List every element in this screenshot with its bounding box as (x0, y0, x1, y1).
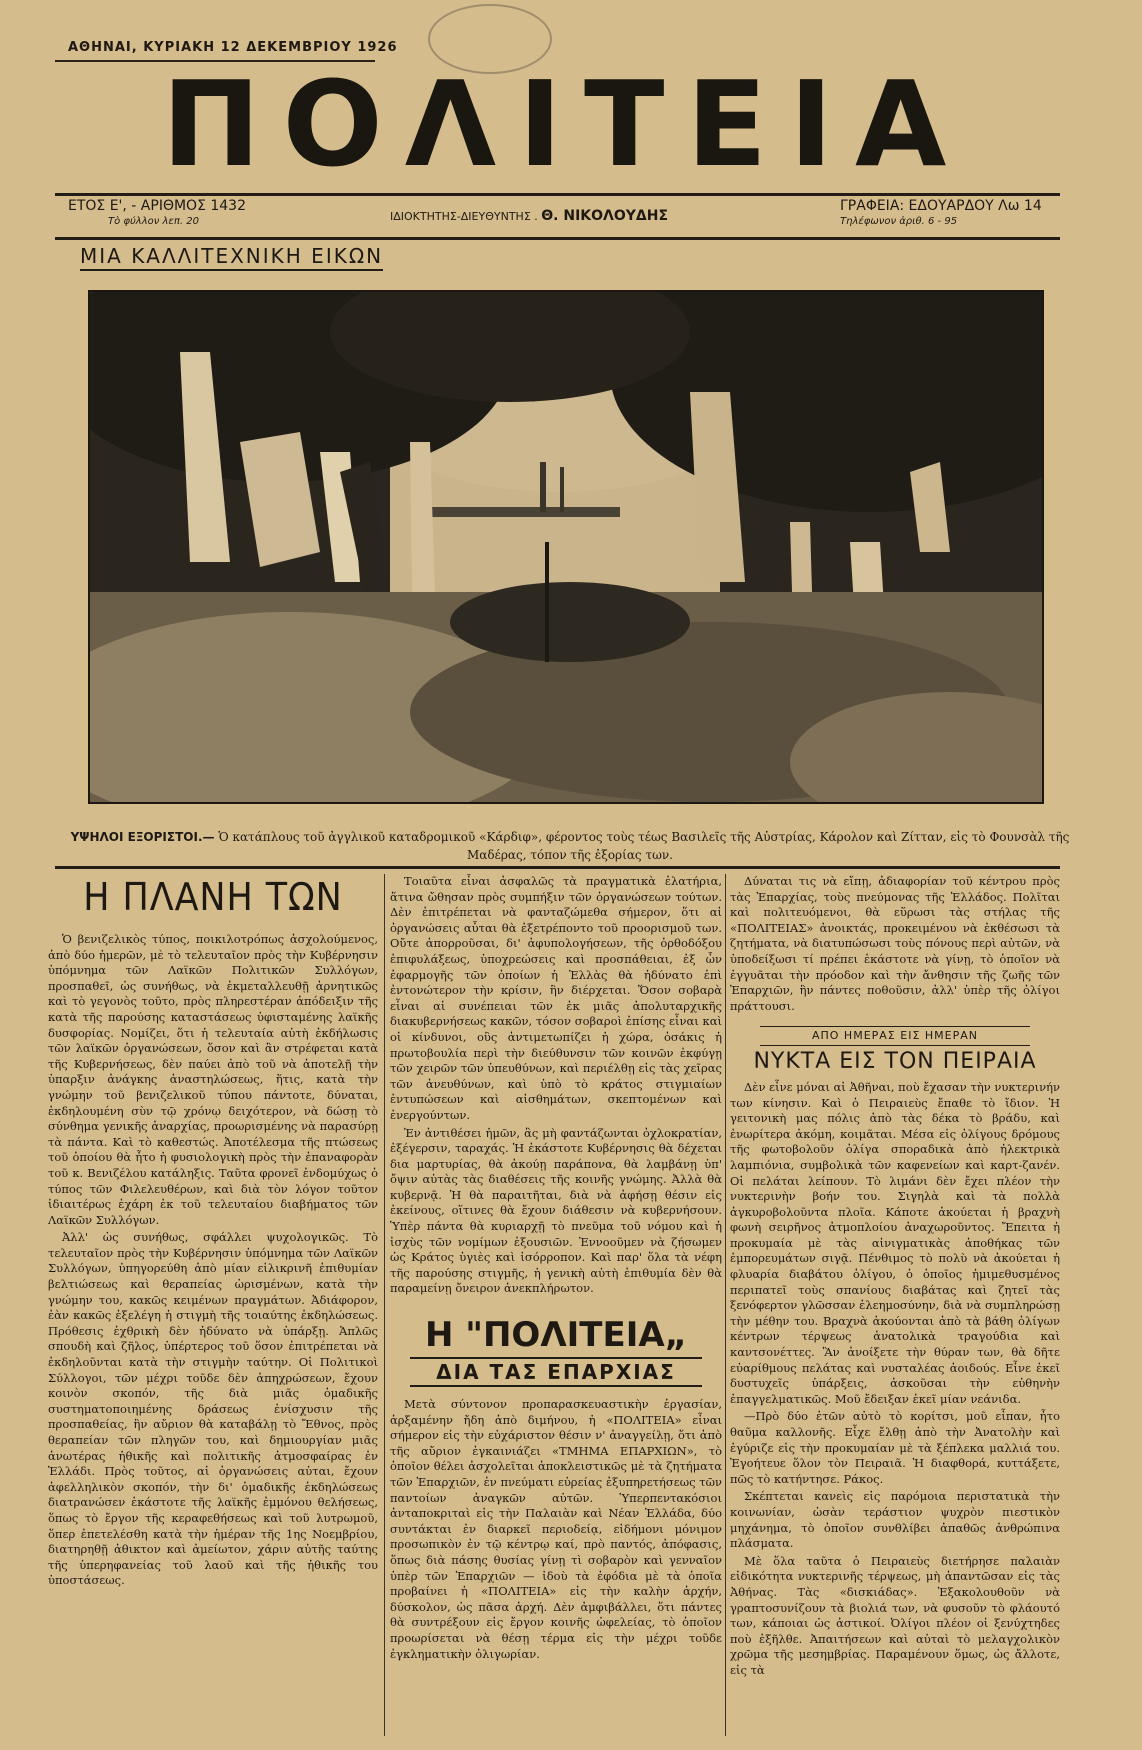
article-title: Η ΠΛΑΝΗ ΤΩΝ (83, 875, 343, 919)
owner-info (390, 208, 668, 224)
story-paragraph: —Πρὸ δύο ἐτῶν αὐτὸ τὸ κορίτσι, μοῦ εἶπαν, ἦτο θαῦμα καλλονῆς. Εἶχε ἔλθῃ ἀπὸ τὴν Ἀνατολὴν καὶ ἐγύριζε εἰς τὴν προκυμαίαν μὲ τὰ ξέπλεκα μαλλιά του. Ἐγοήτευε ὅλον τὸν Πειραιᾶ. Ἡ διαφθορά, κυττάξετε, πῶς τὸ κατήντησε. Ράκος. (730, 1409, 1060, 1486)
column-3 (730, 874, 1060, 1736)
columns-top-rule (55, 866, 1060, 869)
price: Τὸ φύλλον λεπ. 20 (108, 216, 199, 227)
announcement-title: Η "ΠΟΛΙΤΕΙΑ„ (424, 1315, 688, 1356)
column-kicker: ΑΠΟ ΗΜΕΡΑΣ ΕΙΣ ΗΜΕΡΑΝ (760, 1026, 1030, 1046)
caption-text: Ὁ κατάπλους τοῦ ἀγγλικοῦ καταδρομικοῦ «Κάρδιφ», φέροντος τοὺς τέως Βασιλεῖς τῆς Αὐστρίας, Κάρολον καὶ Ζίτταν, εἰς τὸ Φουνσὰλ τῆς Μαδέρας, τόπον τῆς ἐξορίας των. (218, 830, 1070, 862)
column-1 (48, 874, 378, 1736)
article-paragraph: Δύναται τις νὰ εἴπῃ, ἀδιαφορίαν τοῦ κέντρου πρὸς τὰς Ἐπαρχίας, τοὺς πνεύμονας τῆς Ἑλλάδος. Πολῖται καὶ πολιτευόμενοι, θὰ εὕρωσι τὰς στήλας τῆς «ΠΟΛΙΤΕΙΑΣ» ἀνοικτάς, προκειμένου νὰ ἐκθέσωσι τὰ ζητήματα, νὰ διατυπώσωσι τοὺς πόνους περὶ αὐτῶν, νὰ ὑποδείξωσι τί πρέπει ἑκάστοτε νὰ γίνῃ, τὸ ὁποῖον νὰ ἐγγυᾶται τὴν πρόοδον καὶ τὴν ἄνθησιν τῆς ζωῆς τῶν Ἐπαρχιῶν, ἣν πάντες ποθοῦσιν, ἀλλ' ὑπὲρ τῆς ὀλίγοι πράττουσι. (730, 874, 1060, 1013)
article-paragraph: Ἐν ἀντιθέσει ἡμῶν, ἂς μὴ φαντάζωνται ὀχλοκρατίαν, ἐξέγερσιν, ταραχάς. Ἡ ἑκάστοτε Κυβέρνησις θὰ δέχεται δια μαρτυρίας, θὰ ἀκούῃ παράπονα, θὰ λαμβάνῃ ὑπ' ὄψιν αὐτὰς τὰς διαθέσεις τῆς κοινῆς γνώμης. Ἀλλὰ θὰ κυβερνᾷ. Ἡ θὰ παραιτῆται, διὰ νὰ ἀφήσῃ θέσιν εἰς ἐκείνους, οἵτινες θὰ ἔχουν διάθεσιν νὰ κυβερνήσουν. Ὑπὲρ πάντα θὰ κυριαρχῇ τὸ πνεῦμα τοῦ νόμου καὶ ἡ ἰσχὺς τῶν νομίμων ἐξουσιῶν. Ἐννοοῦμεν νὰ ζήσωμεν ὡς Κράτος ὑγιὲς καὶ ἰσόρροπον. Καὶ παρ' ὅλα τὰ νέφη τῆς παρούσης στιγμῆς, ἡ γενικὴ αὐτὴ ἐπιθυμία δὲν θὰ παραμείνῃ ὄνειρον ἀνεκπλήρωτον. (390, 1125, 722, 1296)
info-rule-bottom (55, 237, 1060, 240)
office-info (840, 198, 1042, 227)
office-address: ΓΡΑΦΕΙΑ: ΕΔΟΥΑΡΔΟΥ Λω 14 (840, 198, 1042, 214)
year-issue: ΕΤΟΣ Ε', - ΑΡΙΘΜΟΣ 1432 (68, 198, 247, 214)
story-paragraph: Δὲν εἶνε μόναι αἱ Ἀθῆναι, ποὺ ἔχασαν τὴν νυκτερινήν των κίνησιν. Καὶ ὁ Πειραιεὺς ἔπαθε τὸ ἴδιον. Ἡ γειτονικὴ μας πόλις ἀπὸ τὰς δέκα τὸ βράδυ, καὶ ἐνωρίτερα ἀκόμη, κοιμᾶται. Μέσα εἰς ὀλίγους δρόμους τῆς φωτοβολοῦν ὀλίγα σποραδικὰ ἀπὸ ἠλεκτρικὰ λαμπιόνια, συμβολικὰ τῶν καφενείων καὶ καρτ-ζανέν. Οἱ πελάται λείπουν. Τὸ λιμάνι δὲν ἔχει πλέον τὴν νυκτερινὴν βοήν του. Σιγηλὰ καὶ τὰ πολλὰ ἀγκυροβολοῦντα πλοῖα. Κάποτε ἀκούεται ἡ βραχνὴ φωνὴ σειρῆνος ἀτμοπλοίου ἀναχωροῦντος. Ἔπειτα ἡ προκυμαία μὲ τὰς αἰνιγματικὰς ἀποθήκας τῶν ἐμπορευμάτων σιγᾷ. Πένθιμος τὸ πολὺ νὰ ἀκούεται ἡ φλυαρία διαβάτου ὁλίγου, ὁ ὁποῖος ἡμιμεθυσμένος περιπατεῖ τοὺς σπανίους διαβάτας καὶ ζητεῖ τὰς ξενόφερτον γλῶσσαν ἐλεημοσύνην, διὰ νὰ συμπληρώσῃ τὴν μέθην του. Βραχνὰ ἀκούονται ἀπὸ τὰ βάθη ὀλίγων κέντρων τέρψεως ἀνατολικὰ τραγούδια καὶ καντσονέττες. Ἂν ἀνοίξετε τὴν θύραν των, θὰ δῆτε εὐαρίθμους πελάτας καὶ νυσταλέας ἀοιδούς. Εἶνε ἐκεῖ δυστυχεῖς ὑπάρξεις, ἀσκοῦσαι τὴν εὐθηνὴν ἐπαγγελματικῶς. Μοῦ ἔδειξαν ἐκεῖ μίαν νεάνιδα. (730, 1079, 1060, 1406)
masthead-title: ΠΟΛΙΤΕΙΑ (161, 55, 969, 193)
announcement-paragraph: Μετὰ σύντονον προπαρασκευαστικὴν ἐργασίαν, ἀρξαμένην ἤδη ἀπὸ διμήνου, ἡ «ΠΟΛΙΤΕΙΑ» εἶναι σήμερον εἰς τὴν εὐχάριστον θέσιν ν' ἀναγγείλῃ, ὅτι ἀπὸ τῆς αὔριον ἐγκαινιάζει «ΤΜΗΜΑ ΕΠΑΡΧΙΩΝ», τὸ ὁποῖον θέλει ἀσχολεῖται ἀποκλειστικῶς μὲ τὰ ζητήματα τῶν Ἐπαρχιῶν, ἐν πνεύματι εὐρείας ἐξυπηρετήσεως τῶν παντοίων ἀναγκῶν αὐτῶν. Ὑπερπεντακόσιοι ἀνταποκριταὶ εἰς τὴν Παλαιὰν καὶ Νέαν Ἑλλάδα, δύο συντάκται ἐν διαρκεῖ περιοδείᾳ, εἰδήμονι μόνιμον προσωπικὸν ἐν τῷ κέντρῳ καί, πρὸ παντός, ἀπόφασις, ὅπως διὰ πάσης θυσίας γίνῃ τὶ σοβαρὸν καὶ γενναῖον ὑπὲρ τῶν Ἐπαρχιῶν — ἰδοὺ τὰ ἐφόδια μὲ τὰ ὁποῖα προβαίνει ἡ «ΠΟΛΙΤΕΙΑ» εἰς τὴν καλὴν ἀρχήν, δύσκολον, ὡς πᾶσα ἀρχή. Δὲν ἀμφιβάλλει, ὅτι πάντες θὰ συντρέξουν εἰς ἔργον κοινῆς ὠφελείας, τὸ ὁποῖον προωρίσεται νὰ θέσῃ τέρμα εἰς τὴν μέχρι τοῦδε ἐγκληματικὴν ὀλιγωρίαν. (390, 1397, 722, 1661)
issue-info (68, 198, 246, 227)
photo-section-title: ΜΙΑ ΚΑΛΛΙΤΕΧΝΙΚΗ ΕΙΚΩΝ (80, 244, 383, 271)
column-divider (725, 874, 726, 1736)
photo-illustration (90, 292, 1042, 802)
story-paragraph: Σκέπτεται κανεὶς εἰς παρόμοια περιστατικὰ τὴν κοινωνίαν, ὡσὰν τεράστιον ψυχρὸν πιεστικὸν μηχάνημα, τὸ ὁποῖον συνθλίβει ἀπαθῶς ἀνθρώπινα πλάσματα. (730, 1489, 1060, 1551)
caption-lead: ΥΨΗΛΟΙ ΕΞΟΡΙΣΤΟΙ.— (70, 830, 215, 844)
article-paragraph: Ἀλλ' ὡς συνήθως, σφάλλει ψυχολογικῶς. Τὸ τελευταῖον πρὸς τὴν Κυβέρνησιν ὑπόμνημα τῶν Λαϊκῶν Συλλόγων, ὑπηγορεύθη ἀπὸ μίαν εἰλικρινῆ ἐπιθυμίαν βελτιώσεως καὶ θεραπείας ὡρισμένων, κατὰ τὴν γνώμην του, κακῶς κειμένων πραγμάτων. Ἀδιάφορον, ἐὰν κακῶς ἐξελέγη ἡ στιγμὴ τῆς τοιαύτης ἐκδηλώσεως. Πρόθεσις ἐχθρικὴ δὲν ἠδύνατο νὰ ὑπάρξῃ. Ἁπλῶς σπουδὴ καὶ ζῆλος, ὑπέρτερος τοῦ ὅσον ἐπιτρέπεται νὰ ἐκδηλοῦνται κατὰ τὴν στιγμὴν ταύτην. Οἱ Πολιτικοὶ Σύλλογοι, τῶν μέχρι τοῦδε δὲν ἀπηχρώσεων, ἔχουν κοινὸν σκοπόν, τῆς διὰ μιᾶς ὁμαδικῆς συστηματοποιημένης δράσεως ἐνίσχυσιν τῆς προσπαθείας, ἣν αὔριον θὰ καταβάλῃ τὸ Ἔθνος, πρὸς θεραπείαν τῶν πληγῶν του, καὶ δημιουργίαν μιᾶς ἀνωτέρας ἠθικῆς καὶ πολιτικῆς ἀτμοσφαίρας ἐν Ἑλλάδι. Πρὸς τοῦτος, αἱ ὀργανώσεις αὐται, ἔχουν ἀφελληλικὸν σκοπόν, τὴν δι' ὁμαδικῆς ἐκδηλώσεως διατρανώσεν ἑκάστοτε τῆς λαϊκῆς ἐμμόνου θελήσεως, ὅπως τὸ ἔργον τῆς κεραφεθήσεως καὶ τοῦ λυτρωμοῦ, ὅπερ ἐπετελέσθη κατὰ τὴν ἡμέραν τῆς 1ης Νοεμβρίου, διατηρηθῇ ἀθικτον καὶ ἀμείωτον, χάριν αὐτῆς ταύτης τῆς ὑπερηφανείας τοῦ λαοῦ καὶ τῆς ἠθικῆς του ὑποστάσεως. (48, 1230, 378, 1588)
photo-harbour-scene (88, 290, 1044, 804)
photo-caption (70, 828, 1070, 864)
article-paragraph: Ὁ βενιζελικὸς τύπος, ποικιλοτρόπως ἀσχολούμενος, ἀπὸ δύο ἡμερῶν, μὲ τὸ τελευταῖον πρὸς τὴν Κυβέρνησιν ὑπόμνημα τῶν Λαϊκῶν Πολιτικῶν Συλλόγων, προσπαθεῖ, ὡς συνήθως, νὰ ἐκμεταλλευθῇ ἀρνητικῶς καὶ τὸ γεγονὸς τοῦτο, πρὸς πληρεστέραν ἀπόδειξιν τῆς κατὰ τῆς παρούσης καταστάσεως ὑφισταμένης λαϊκῆς δυσφορίας. Νομίζει, ὅτι ἡ τελευταία αὐτὴ ἐκδήλωσις τῶν λαϊκῶν ὀργανώσεων, ὅσον καὶ ἂν στρέφεται κατὰ τῆς Κυβερνήσεως, δὲν παύει ἀπὸ τοῦ νὰ ἀποτελῇ τὴν ὑπαρξιν ἀνάγκης ἀναστηλώσεως, ἥτις, κατὰ τὴν γνώμην τοῦ βενιζελικοῦ τύπου πάντοτε, δύναται, ἐκδηλουμένη σὺν τῷ χρόνῳ δειχότερον, νὰ δώσῃ τὸ σύνθημα γενικῆς ἀναρχίας, προωρισμένης νὰ παρασύρῃ τὰ πάντα. Καὶ τὸ καθεστώς. Ἀποτέλεσμα τῆς πτώσεως τοῦ ὁποίου θὰ ἦτο ἡ φυσιολογικὴ πρὸς τὴν ἐπαναφορὰν τοῦ κ. Βενιζέλου κατάληξις. Ταῦτα φρονεῖ ἐνδομύχως ὁ τύπος τῶν Φιλελευθέρων, καὶ διὰ τὸν λόγον τοῦτον ἰδιαιτέρως ἐχάρη ἐκ τοῦ τελευταίου διαβήματος τῶν Λαϊκῶν Συλλόγων. (48, 932, 378, 1227)
info-rule-top (55, 193, 1060, 196)
phone: Τηλέφωνον ἀριθ. 6 - 95 (840, 216, 958, 227)
story-title: ΝΥΚΤΑ ΕΙΣ ΤΟΝ ΠΕΙΡΑΙΑ (753, 1049, 1037, 1075)
owner-label: ΙΔΙΟΚΤΗΤΗΣ-ΔΙΕΥΘΥΝΤΗΣ . (390, 210, 538, 223)
story-paragraph: Μὲ ὅλα ταῦτα ὁ Πειραιεὺς διετήρησε παλαιὰν εἰδικότητα νυκτερινῆς τέρψεως, μὴ ἀπαντῶσαν εἰς τὰς Ἀθήνας. Τὰς «δισκιάδας». Ἐξακολουθοῦν νὰ γραπτοσυνίζουν τὰ βιολιά των, νὰ φυσοῦν τὸ φλάουτό των, κάποιαι ὡς ἀστικοί. Ὀλίγοι πλέον οἱ ξενύχτηδες ποὺ ἐξῆλθε. Ἀπαιτήσεων καὶ αὐταὶ τὸ μελαγχολικὸν χρῶμα τῆς μεσημβρίας. Παραμένουν ὅμως, ὡς ἄλλοτε, εἰς τὰ (730, 1553, 1060, 1677)
article-paragraph: Τοιαῦτα εἶναι ἀσφαλῶς τὰ πραγματικὰ ἐλατήρια, ἅτινα ὤθησαν πρὸς συμπήξιν τῶν ὀργανώσεων τούτων. Δὲν ἐπιτρέπεται νὰ φανταζώμεθα σήμερον, ὅτι αἱ ὀργανώσεις αὗται θὰ ἐξετρέποντο τοῦ προορισμοῦ των. Οὔτε ἀπορροῦσαι, δι' ἀφυπολογήσεων, τῆς ὀρθοδόξου ἐπιφυλάξεως, ὑποχρεώσεις καὶ προσπάθειαι, ἐξ ὧν ἐφαρμογῆς τῶν ὁποίων ἡ Ἑλλὰς θὰ ἠδύνατο ἐπὶ ἐντονώτερον τὴν κρίσιν, ἣν διέρχεται. Ὅσον σοβαρὰ εἶναι αἱ συνέπειαι τῶν ἐκ μιᾶς ἀπολυταρχικῆς διακυβερνήσεως κακῶν, τόσον σοβαροὶ ἐπίσης εἶναι καὶ οἱ κίνδυνοι, οὓς ἀντιμετωπίζει ἡ χώρα, ὁσάκις ἡ πρωτοβουλία περὶ τὴν διεύθυνσιν τῶν κοινῶν ἐκφύγῃ τῶν χειρῶν τῶν ὑπευθύνων, καὶ περιέλθῃ εἰς τὰς χεῖρας τῶν ἀνευθύνων, καὶ ὑπὸ τὸ κράτος στιγμιαίων ἐντυπώσεων καὶ αἰσθημάτων, σκεπτομένων καὶ ἐνεργούντων. (390, 874, 722, 1122)
owner-name: Θ. ΝΙΚΟΛΟΥΔΗΣ (541, 208, 669, 224)
column-2 (390, 874, 722, 1736)
announcement-subtitle: ΔΙΑ ΤΑΣ ΕΠΑΡΧΙΑΣ (410, 1357, 702, 1387)
dateline: ΑΘΗΝΑΙ, ΚΥΡΙΑΚΗ 12 ΔΕΚΕΜΒΡΙΟΥ 1926 (68, 40, 398, 55)
column-divider (384, 874, 385, 1736)
